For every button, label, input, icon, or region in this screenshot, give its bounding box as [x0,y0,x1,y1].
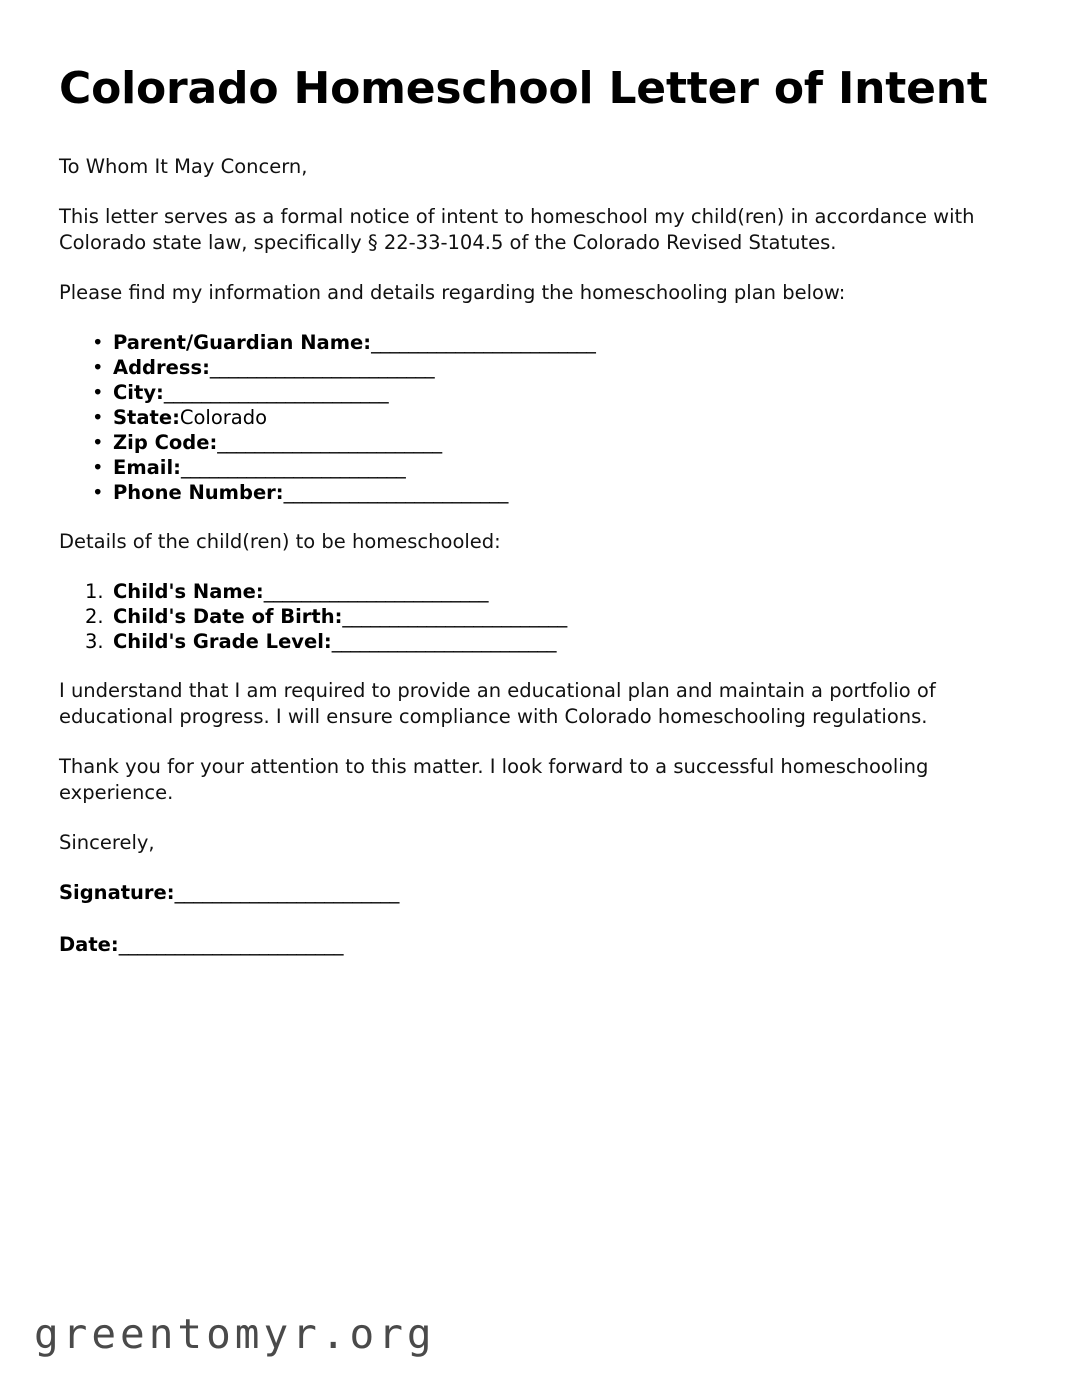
fill-in-blank[interactable]: ________________________ [163,381,389,404]
fill-in-blank[interactable]: ________________________ [209,356,435,379]
field-label: Address: [113,356,210,379]
date-label: Date: [59,933,119,956]
field-label: State: [113,406,180,429]
field-label: Child's Grade Level: [113,630,332,653]
field-label: Phone Number: [113,481,284,504]
intro-paragraph: This letter serves as a formal notice of intent to homeschool my child(ren) in accordance with Colorado state law, specifically § 22-33-104.5 of the Colorado Revised Statutes. [59,205,975,254]
field-label: Child's Date of Birth: [113,605,343,628]
date-blank[interactable]: ________________________ [118,933,344,956]
list-item [59,604,1004,629]
list-item [59,380,1004,405]
page-title: Colorado Homeschool Letter of Intent [59,63,988,114]
field-label: Parent/Guardian Name: [113,331,372,354]
fill-in-blank[interactable]: ________________________ [342,605,567,628]
list-item [59,629,1004,654]
list-item [59,579,1004,604]
fill-in-blank[interactable]: ________________________ [180,456,406,479]
signoff-text: Sincerely, [59,831,155,854]
field-label: City: [113,381,164,404]
closing-paragraph: Thank you for your attention to this matter. I look forward to a successful homeschooling experience. [59,755,929,804]
field-label: Email: [113,456,181,479]
list-item [59,455,1004,480]
field-value: Colorado [179,406,268,429]
list-item [59,430,1004,455]
list-item [59,330,1004,355]
list-item [59,480,1004,505]
child-lead-text: Details of the child(ren) to be homeschooled: [59,530,501,553]
signature-line [59,880,1004,906]
document-content [59,60,1004,984]
fill-in-blank[interactable]: ________________________ [371,331,596,354]
list-item [59,405,1004,430]
signature-blank[interactable]: ________________________ [174,881,399,904]
details-lead-text: Please find my information and details regarding the homeschooling plan below: [59,281,846,304]
fill-in-blank[interactable]: ________________________ [263,580,489,603]
fill-in-blank[interactable]: ________________________ [331,630,557,653]
field-label: Zip Code: [113,431,218,454]
parent-info-list [59,330,1004,505]
compliance-paragraph: I understand that I am required to provide an educational plan and maintain a portfolio of educational progress. I will ensure compliance with Colorado homeschooling regulations. [59,679,936,728]
signature-label: Signature: [59,881,175,904]
date-line [59,932,1004,958]
salutation-text: To Whom It May Concern, [59,155,308,178]
child-info-list [59,579,1004,654]
list-item [59,355,1004,380]
field-label: Child's Name: [113,580,264,603]
fill-in-blank[interactable]: ________________________ [283,481,508,504]
site-watermark: greentomyr.org [34,1310,436,1358]
fill-in-blank[interactable]: ________________________ [217,431,442,454]
